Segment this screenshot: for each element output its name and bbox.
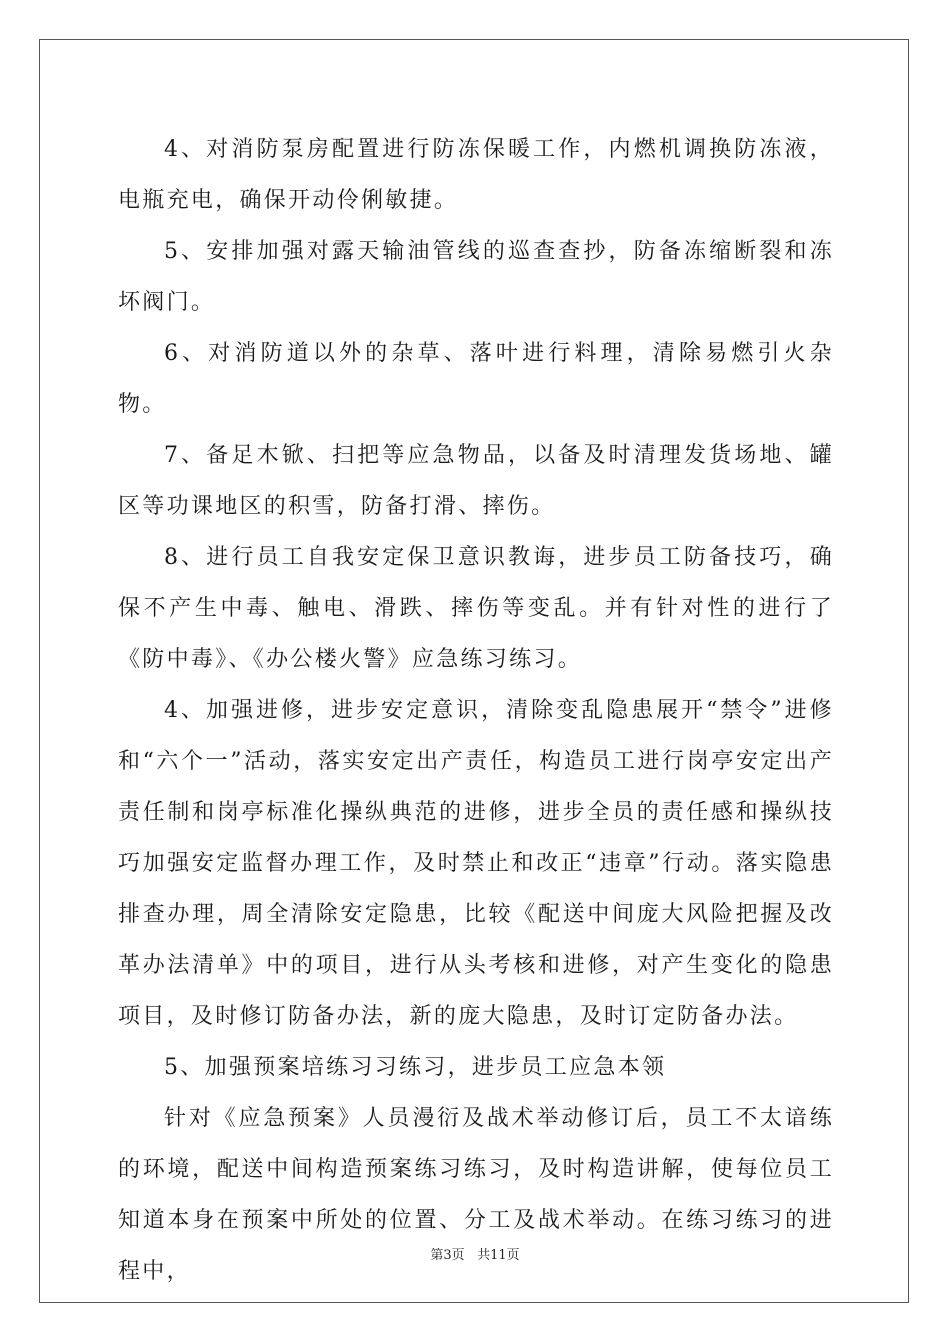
page-footer: [0, 1247, 950, 1265]
footer-gap: [465, 1248, 477, 1263]
document-body: [118, 124, 834, 1297]
page-number: 第3页: [430, 1248, 465, 1263]
paragraph-3: 6、对消防道以外的杂草、落叶进行料理，清除易燃引火杂物。: [118, 341, 834, 417]
paragraph-5: 8、进行员工自我安定保卫意识教诲，进步员工防备技巧，确保不产生中毒、触电、滑跌、摔伤等变乱。并有针对性的进行了《防中毒》、《办公楼火警》应急练习练习。: [118, 545, 834, 672]
page-total: 共11页: [477, 1248, 520, 1263]
paragraph-1: 4、对消防泵房配置进行防冻保暖工作，内燃机调换防冻液，电瓶充电，确保开动伶俐敏捷。: [118, 137, 834, 213]
paragraph-7: 5、加强预案培练习习练习，进步员工应急本领: [164, 1055, 667, 1080]
paragraph-4: 7、备足木锨、扫把等应急物品，以备及时清理发货场地、罐区等功课地区的积雪，防备打滑、摔伤。: [118, 443, 834, 519]
paragraph-6: 4、加强进修，进步安定意识，清除变乱隐患展开“禁令”进修和“六个一”活动，落实安定出产责任，构造员工进行岗亭安定出产责任制和岗亭标准化操纵典范的进修，进步全员的责任感和操纵技巧加强安定监督办理工作，及时禁止和改正“违章”行动。落实隐患排查办理，周全清除安定隐患，比较《配送中间庞大风险把握及改革办法清单》中的项目，进行从头考核和进修，对产生变化的隐患项目，及时修订防备办法，新的庞大隐患，及时订定防备办法。: [118, 698, 834, 1029]
paragraph-2: 5、安排加强对露天输油管线的巡查查抄，防备冻缩断裂和冻坏阀门。: [118, 239, 834, 315]
paragraph-8: 针对《应急预案》人员漫衍及战术举动修订后，员工不太谙练的环境，配送中间构造预案练习练习，及时构造讲解，使每位员工知道本身在预案中所处的位置、分工及战术举动。在练习练习的进程中，: [118, 1106, 834, 1284]
